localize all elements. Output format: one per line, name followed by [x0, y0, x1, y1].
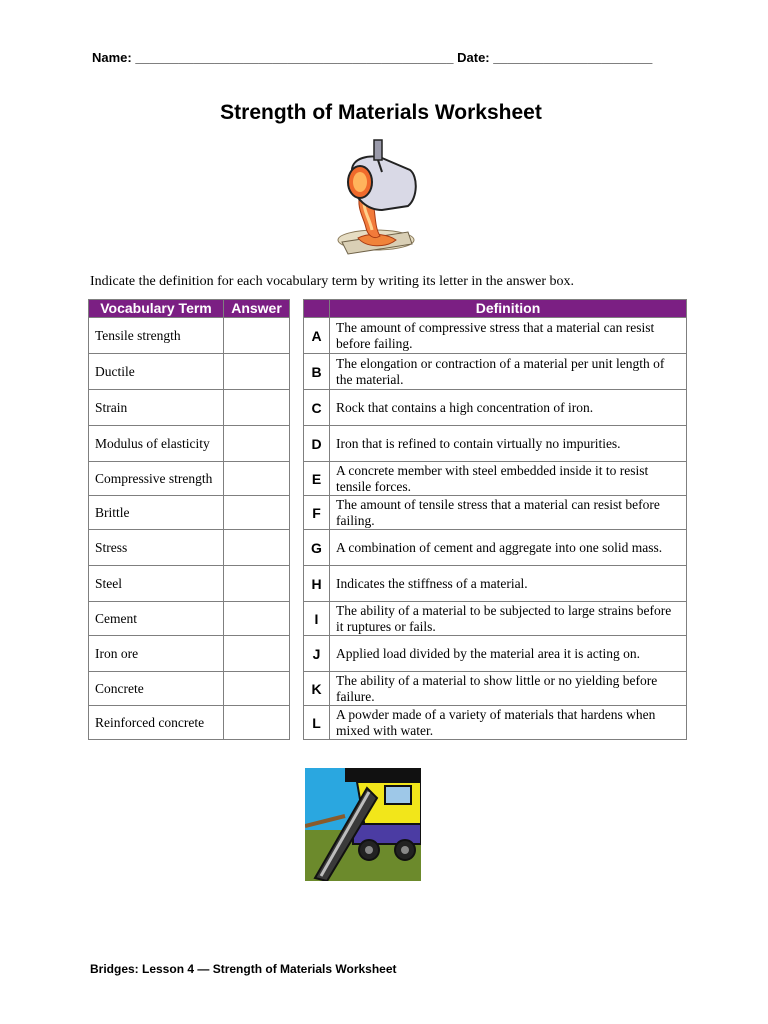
- date-blank[interactable]: ______________________: [493, 50, 653, 65]
- vocabulary-term: Modulus of elasticity: [89, 426, 224, 462]
- vocabulary-term: Stress: [89, 530, 224, 566]
- vocabulary-term: Brittle: [89, 496, 224, 530]
- table-row: [304, 530, 687, 566]
- answer-box[interactable]: [224, 706, 290, 740]
- answer-box[interactable]: [224, 462, 290, 496]
- answer-header: Answer: [224, 300, 290, 318]
- vocabulary-term: Concrete: [89, 672, 224, 706]
- definition-letter: B: [304, 354, 330, 390]
- definition-header: Definition: [330, 300, 687, 318]
- definition-letter: H: [304, 566, 330, 602]
- letter-header-cell: [304, 300, 330, 318]
- table-row: [304, 602, 687, 636]
- definition-letter: E: [304, 462, 330, 496]
- answer-box[interactable]: [224, 672, 290, 706]
- answer-box[interactable]: [224, 354, 290, 390]
- definition-text: Rock that contains a high concentration of iron.: [330, 390, 687, 426]
- definition-text: The amount of compressive stress that a material can resist before failing.: [330, 318, 687, 354]
- table-row: [304, 462, 687, 496]
- table-row: [304, 706, 687, 740]
- answer-box[interactable]: [224, 566, 290, 602]
- answer-box[interactable]: [224, 318, 290, 354]
- definition-letter: C: [304, 390, 330, 426]
- table-row: [89, 672, 290, 706]
- table-row: [304, 390, 687, 426]
- definition-text: A concrete member with steel embedded inside it to resist tensile forces.: [330, 462, 687, 496]
- answer-box[interactable]: [224, 530, 290, 566]
- table-row: [89, 318, 290, 354]
- name-date-line: [92, 50, 652, 65]
- table-row: [304, 354, 687, 390]
- definition-text: A combination of cement and aggregate into one solid mass.: [330, 530, 687, 566]
- answer-box[interactable]: [224, 390, 290, 426]
- vocabulary-term: Strain: [89, 390, 224, 426]
- definition-text: The ability of a material to show little or no yielding before failure.: [330, 672, 687, 706]
- table-row: [304, 636, 687, 672]
- definition-letter: L: [304, 706, 330, 740]
- table-row: [89, 636, 290, 672]
- name-label: Name:: [92, 50, 132, 65]
- vocabulary-term-header: Vocabulary Term: [89, 300, 224, 318]
- answer-box[interactable]: [224, 602, 290, 636]
- table-row: [89, 566, 290, 602]
- definition-text: Iron that is refined to contain virtually no impurities.: [330, 426, 687, 462]
- footer-text: Bridges: Lesson 4 — Strength of Materials Worksheet: [90, 962, 397, 976]
- table-row: [304, 426, 687, 462]
- vocabulary-term: Reinforced concrete: [89, 706, 224, 740]
- table-row: [89, 390, 290, 426]
- pouring-bucket-icon: [330, 136, 420, 258]
- table-row: [89, 530, 290, 566]
- table-row: [89, 602, 290, 636]
- table-row: [304, 496, 687, 530]
- definition-table: [303, 299, 687, 740]
- answer-box[interactable]: [224, 496, 290, 530]
- vocabulary-term: Iron ore: [89, 636, 224, 672]
- definition-text: The elongation or contraction of a material per unit length of the material.: [330, 354, 687, 390]
- definition-letter: J: [304, 636, 330, 672]
- vocabulary-term: Cement: [89, 602, 224, 636]
- table-row: [304, 566, 687, 602]
- table-row: [89, 496, 290, 530]
- definition-letter: D: [304, 426, 330, 462]
- definition-letter: A: [304, 318, 330, 354]
- vocabulary-term: Ductile: [89, 354, 224, 390]
- date-label: Date:: [457, 50, 490, 65]
- definition-letter: I: [304, 602, 330, 636]
- definition-letter: F: [304, 496, 330, 530]
- definition-text: The ability of a material to be subjected to large strains before it ruptures or fails.: [330, 602, 687, 636]
- vocabulary-table: [88, 299, 290, 740]
- concrete-truck-icon: [305, 768, 421, 881]
- answer-box[interactable]: [224, 426, 290, 462]
- definition-letter: G: [304, 530, 330, 566]
- definition-text: Indicates the stiffness of a material.: [330, 566, 687, 602]
- worksheet-title: Strength of Materials Worksheet: [220, 101, 542, 124]
- name-blank[interactable]: ____________________________________________: [135, 50, 454, 65]
- definition-text: A powder made of a variety of materials that hardens when mixed with water.: [330, 706, 687, 740]
- vocabulary-term: Tensile strength: [89, 318, 224, 354]
- definition-text: Applied load divided by the material area it is acting on.: [330, 636, 687, 672]
- instructions-text: Indicate the definition for each vocabulary term by writing its letter in the answer box.: [90, 274, 575, 289]
- definition-letter: K: [304, 672, 330, 706]
- vocabulary-term: Steel: [89, 566, 224, 602]
- definition-text: The amount of tensile stress that a material can resist before failing.: [330, 496, 687, 530]
- table-row: [89, 426, 290, 462]
- answer-box[interactable]: [224, 636, 290, 672]
- definition-header-row: [304, 300, 687, 318]
- table-row: [89, 462, 290, 496]
- table-row: [89, 706, 290, 740]
- vocabulary-term: Compressive strength: [89, 462, 224, 496]
- table-row: [304, 318, 687, 354]
- vocabulary-header-row: [89, 300, 290, 318]
- table-row: [89, 354, 290, 390]
- table-row: [304, 672, 687, 706]
